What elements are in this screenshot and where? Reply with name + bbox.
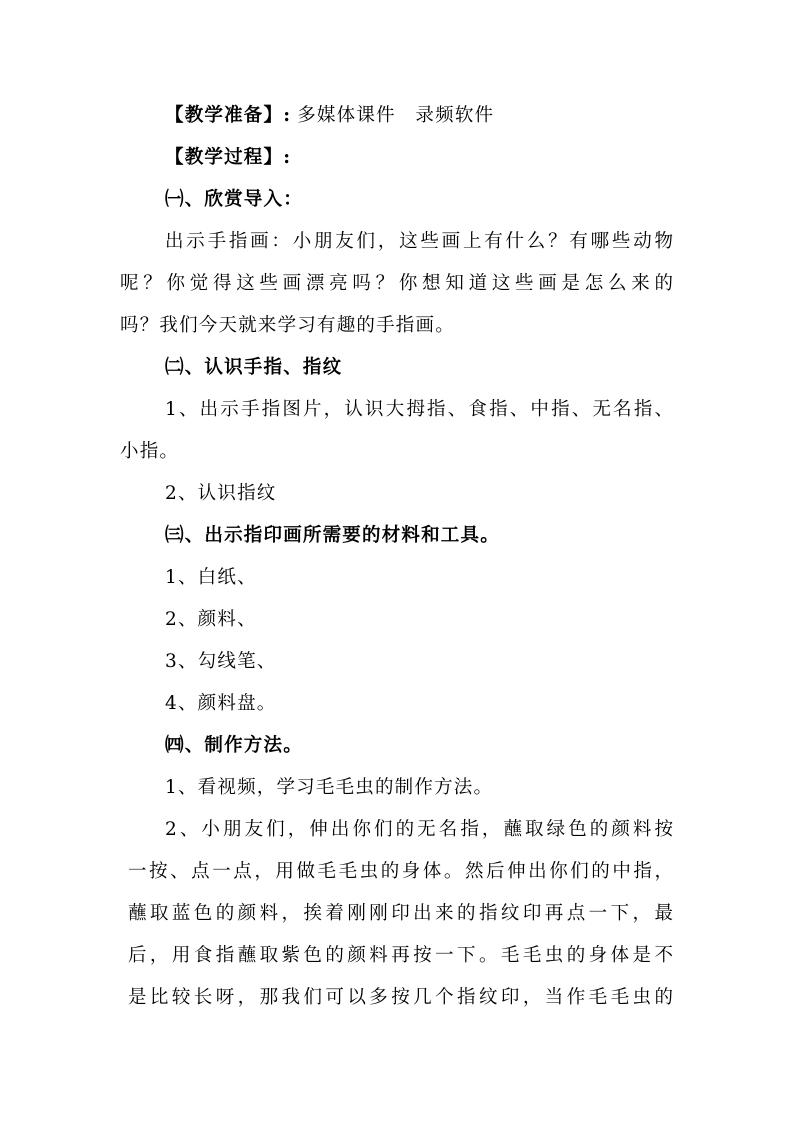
section3-item-2: 2、颜料、 xyxy=(165,609,257,630)
section4-line-5: 后，用食指蘸取紫色的颜料再按一下。毛毛虫的身体是不 xyxy=(128,945,673,966)
section2-line-3: 2、认识指纹 xyxy=(165,483,277,504)
section3-item-4: 4、颜料盘。 xyxy=(165,693,277,714)
preparation-line xyxy=(165,104,494,128)
section3-title: ㈢、出示指印画所需要的材料和工具。 xyxy=(165,525,500,546)
section4-title: ㈣、制作方法。 xyxy=(165,735,303,756)
section1-line-2: 呢？你觉得这些画漂亮吗？你想知道这些画是怎么来的 xyxy=(120,273,673,294)
section1-line-3: 吗？我们今天就来学习有趣的手指画。 xyxy=(120,315,455,336)
section4-line-6: 是比较长呀，那我们可以多按几个指纹印，当作毛毛虫的 xyxy=(128,987,673,1008)
section4-line-4: 蘸取蓝色的颜料，挨着刚刚印出来的指纹印再点一下，最 xyxy=(128,903,673,924)
section2-line-2: 小指。 xyxy=(120,441,180,462)
preparation-content: 多媒体课件 录频软件 xyxy=(297,105,495,126)
section4-line-2: 2、小朋友们，伸出你们的无名指，蘸取绿色的颜料按 xyxy=(165,819,673,840)
section3-item-1: 1、白纸、 xyxy=(165,567,257,588)
section2-line-1: 1、出示手指图片，认识大拇指、食指、中指、无名指、 xyxy=(165,399,673,420)
process-heading: 【教学过程】: xyxy=(165,147,292,168)
section4-line-3: 一按、点一点，用做毛毛虫的身体。然后伸出你们的中指， xyxy=(128,861,673,882)
preparation-heading: 【教学准备】: xyxy=(165,105,292,126)
section2-title: ㈡、认识手指、指纹 xyxy=(165,357,343,378)
section4-line-1: 1、看视频，学习毛毛虫的制作方法。 xyxy=(165,777,494,798)
section1-title: ㈠、欣赏导入： xyxy=(165,189,303,210)
section1-line-1: 出示手指画：小朋友们，这些画上有什么？有哪些动物 xyxy=(165,231,673,252)
section3-item-3: 3、勾线笔、 xyxy=(165,651,277,672)
